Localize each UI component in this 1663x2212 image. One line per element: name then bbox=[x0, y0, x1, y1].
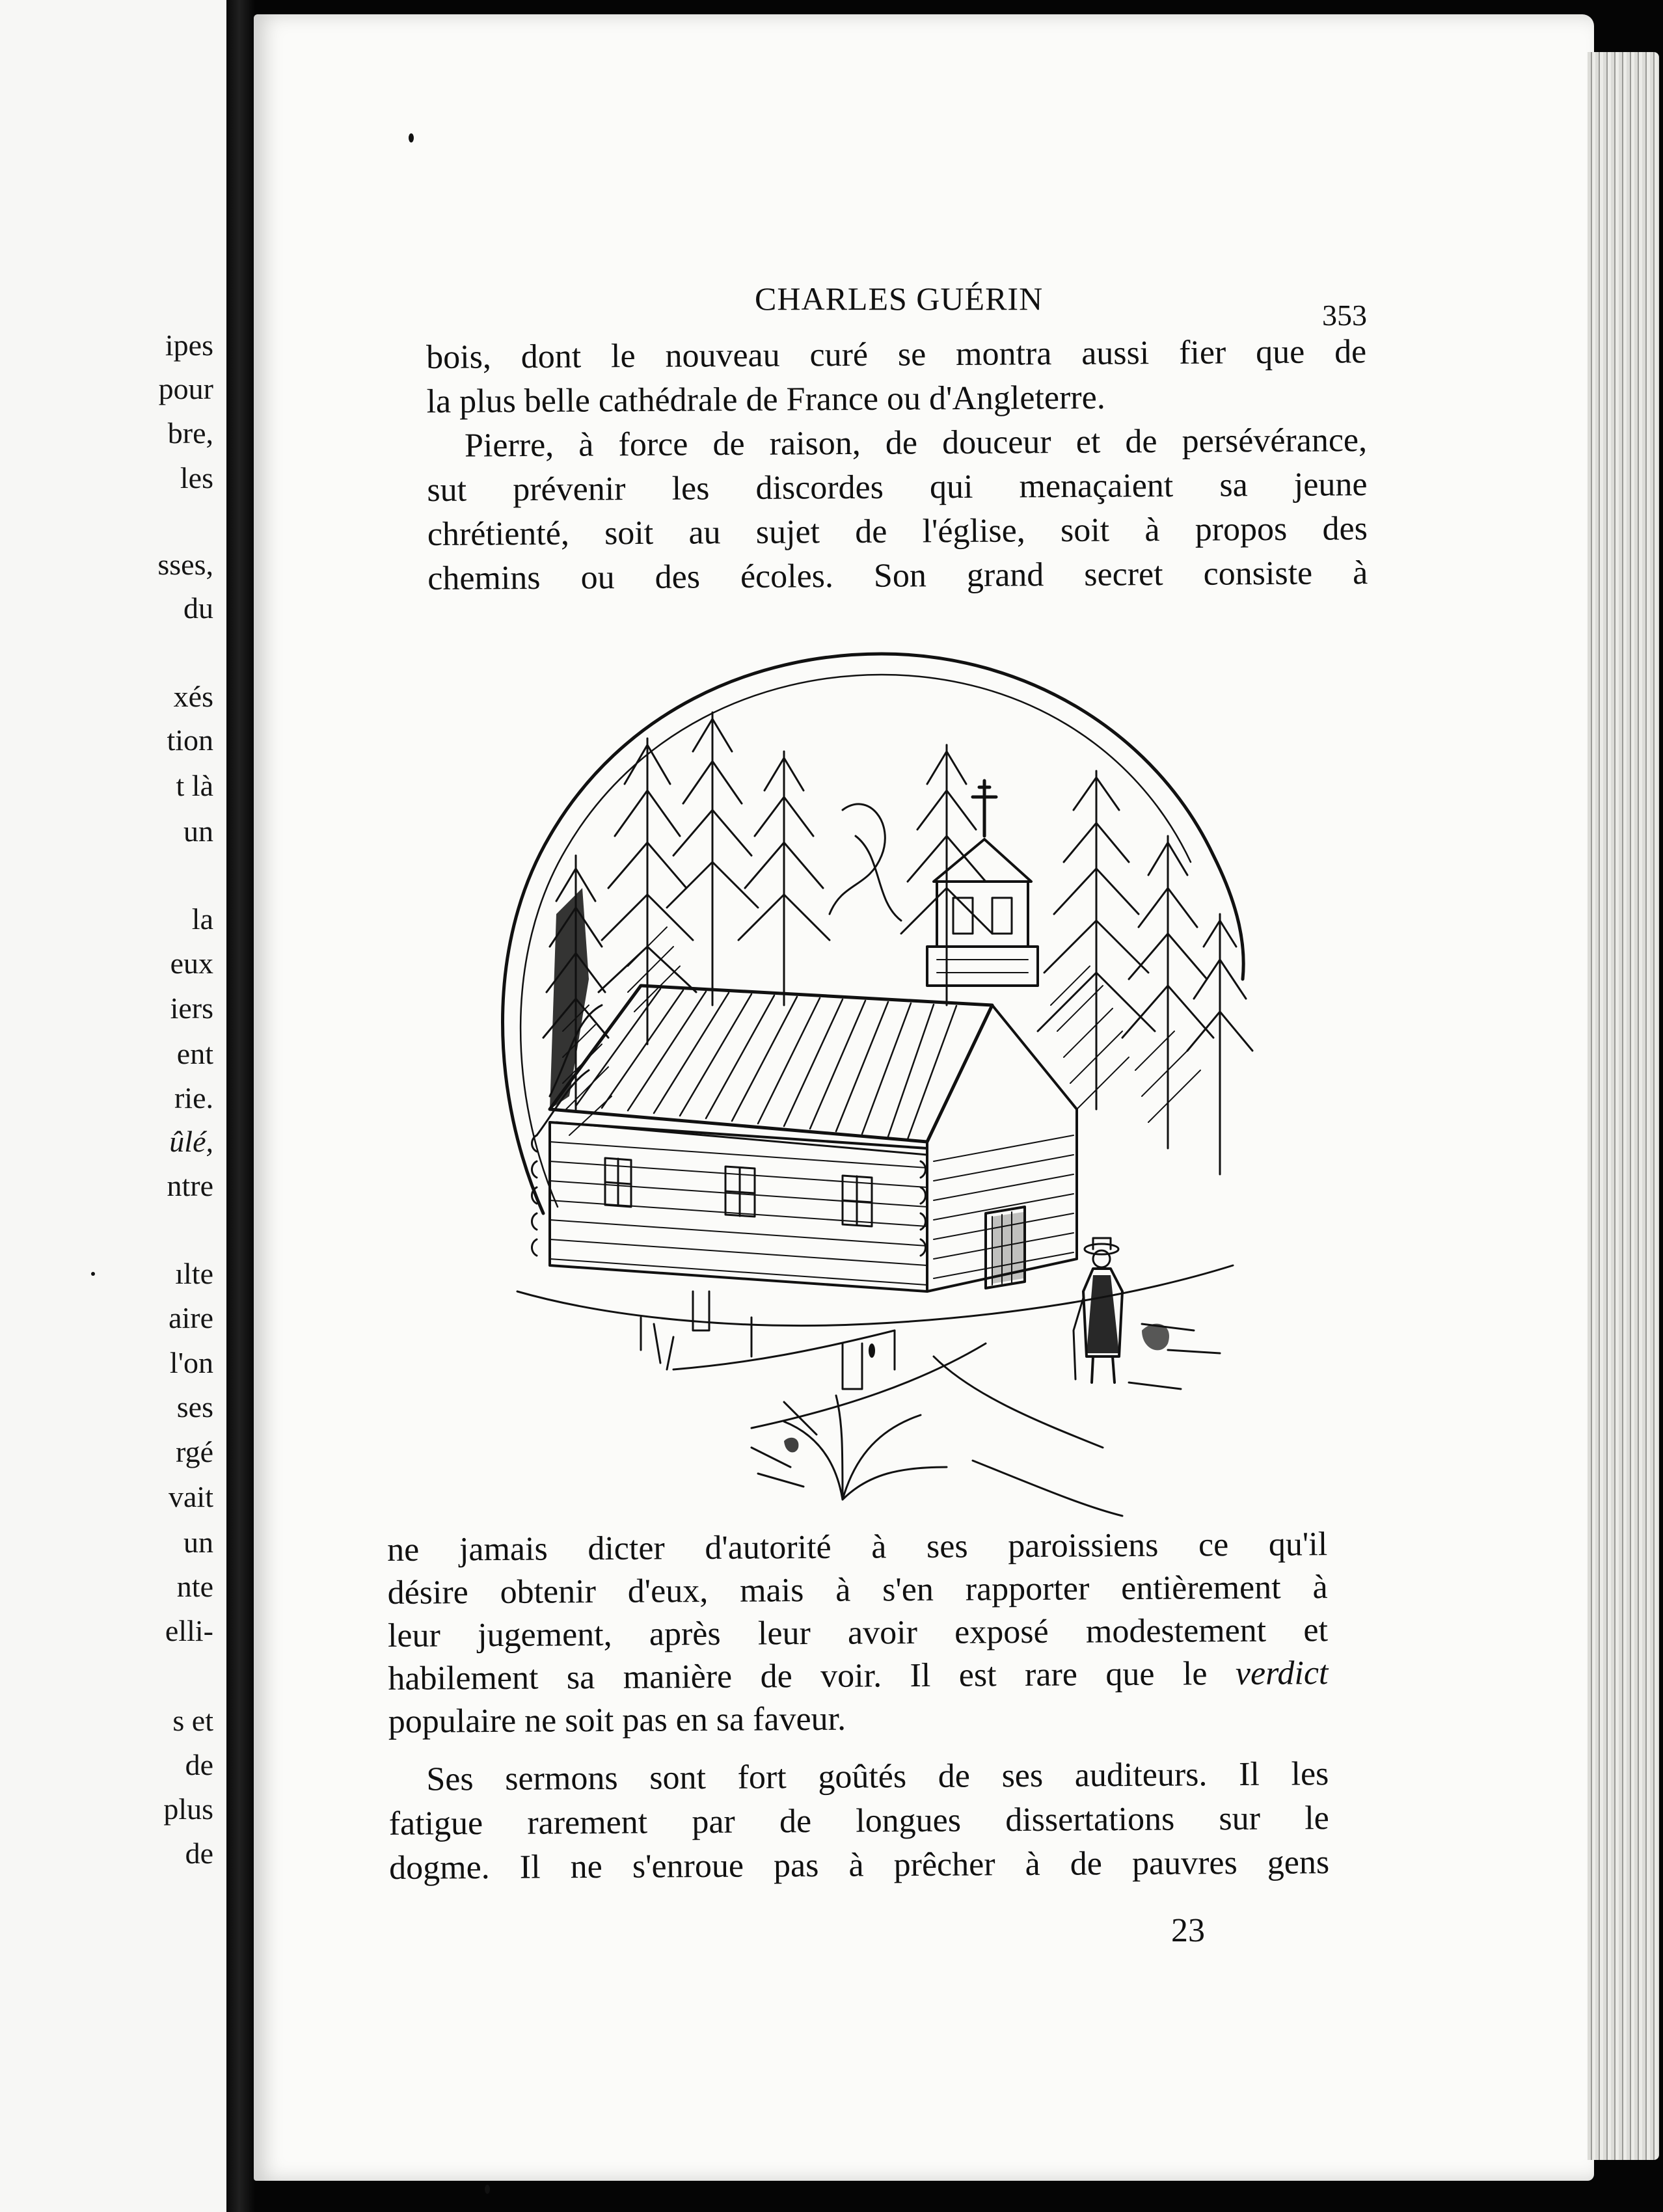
left-page-fragment: iers bbox=[170, 991, 213, 1025]
bottom-paragraphs bbox=[387, 1523, 1329, 1891]
scan-speck bbox=[409, 133, 414, 142]
text-line: bois, dont le nouveau curé se montra aussi fier que de bbox=[426, 333, 1367, 376]
left-page-fragment: l'on bbox=[169, 1346, 213, 1379]
scan-speck bbox=[485, 2185, 490, 2194]
left-page-fragment: ipes bbox=[165, 329, 213, 362]
chapel-roof bbox=[550, 986, 992, 1155]
left-page bbox=[0, 0, 226, 2212]
text-line: chemins ou des écoles. Son grand secret consiste à bbox=[427, 554, 1368, 597]
left-page-fragment: pour bbox=[158, 372, 213, 405]
left-page-fragment: les bbox=[180, 461, 213, 494]
scan-speck bbox=[91, 1272, 95, 1276]
left-page-fragment: ılte bbox=[175, 1257, 213, 1290]
left-page-fragment: de bbox=[185, 1748, 213, 1781]
left-page-fragment: ent bbox=[176, 1037, 213, 1070]
left-page-fragment: de bbox=[185, 1837, 213, 1870]
signature-mark: 23 bbox=[1171, 1912, 1205, 1949]
left-page-fragment: rgé bbox=[176, 1435, 213, 1468]
left-page-fragment: elli- bbox=[165, 1614, 213, 1647]
left-page-fragment: un bbox=[183, 1526, 213, 1559]
forest-trees bbox=[537, 712, 1252, 1174]
chapel-belfry bbox=[927, 781, 1038, 986]
left-page-fragment: s et bbox=[172, 1704, 213, 1737]
chapel-illustration bbox=[478, 641, 1298, 1519]
text-line: Pierre, à force de raison, de douceur et de persévérance, bbox=[464, 422, 1368, 465]
left-page-fragment: du bbox=[183, 591, 213, 625]
text-line: leur jugement, après leur avoir exposé modestement et bbox=[387, 1612, 1329, 1654]
left-page-fragment: nte bbox=[176, 1570, 213, 1603]
left-page-fragment: ses bbox=[176, 1390, 213, 1423]
left-page-fragment: tion bbox=[167, 723, 213, 757]
left-page-fragment: sses, bbox=[157, 548, 213, 581]
text-line: la plus belle cathédrale de France ou d'Angleterre. bbox=[426, 379, 1105, 420]
left-page-fragment: ntre bbox=[167, 1169, 213, 1202]
vignette-arc bbox=[503, 654, 1244, 1213]
italic-word: verdict bbox=[1235, 1654, 1329, 1693]
left-page-fragment: t là bbox=[176, 769, 213, 802]
book-gutter bbox=[226, 0, 255, 2212]
left-page-fragment: aire bbox=[169, 1301, 213, 1334]
text-line: chrétienté, soit au sujet de l'église, soit à propos des bbox=[427, 510, 1368, 553]
foreground-shrub bbox=[751, 1396, 947, 1500]
text-line: Ses sermons sont fort goûtés de ses auditeurs. Il les bbox=[426, 1755, 1329, 1798]
left-page-fragment: bre, bbox=[167, 416, 213, 450]
left-page-fragment: eux bbox=[170, 947, 213, 980]
left-page-fragment: un bbox=[183, 815, 213, 848]
left-page-text-fragments bbox=[0, 0, 226, 2212]
left-page-fragment: ûlé, bbox=[169, 1125, 213, 1158]
text-line-with-italic bbox=[388, 1652, 1328, 1701]
page-edges bbox=[1588, 52, 1659, 2160]
left-page-fragment: rie. bbox=[174, 1081, 213, 1114]
text-run: habilement sa manière de voir. Il est rare que le bbox=[388, 1655, 1208, 1697]
chapel-side-wall bbox=[532, 1122, 928, 1291]
running-head: CHARLES GUÉRIN bbox=[755, 280, 1044, 317]
left-page-fragment: vait bbox=[169, 1480, 213, 1513]
scan-speck bbox=[869, 1343, 875, 1358]
text-line: dogme. Il ne s'enroue pas à prêcher à de pauvres gens bbox=[389, 1844, 1330, 1887]
text-line: fatigue rarement par de longues dissertations sur le bbox=[388, 1800, 1329, 1842]
forest-hatching bbox=[563, 927, 1200, 1135]
page-number: 353 bbox=[1322, 299, 1367, 332]
top-paragraphs bbox=[426, 330, 1368, 601]
text-line: désire obtenir d'eux, mais à s'en rapporter entièrement à bbox=[387, 1569, 1328, 1612]
text-line: sut prévenir les discordes qui menaçaient sa jeune bbox=[427, 466, 1368, 509]
left-page-fragment: plus bbox=[163, 1792, 213, 1826]
text-line: ne jamais dicter d'autorité à ses paroissiens ce qu'il bbox=[387, 1526, 1328, 1569]
text-line: populaire ne soit pas en sa faveur. bbox=[388, 1700, 846, 1740]
left-page-fragment: xés bbox=[173, 680, 213, 713]
left-page-fragment: la bbox=[191, 902, 213, 936]
